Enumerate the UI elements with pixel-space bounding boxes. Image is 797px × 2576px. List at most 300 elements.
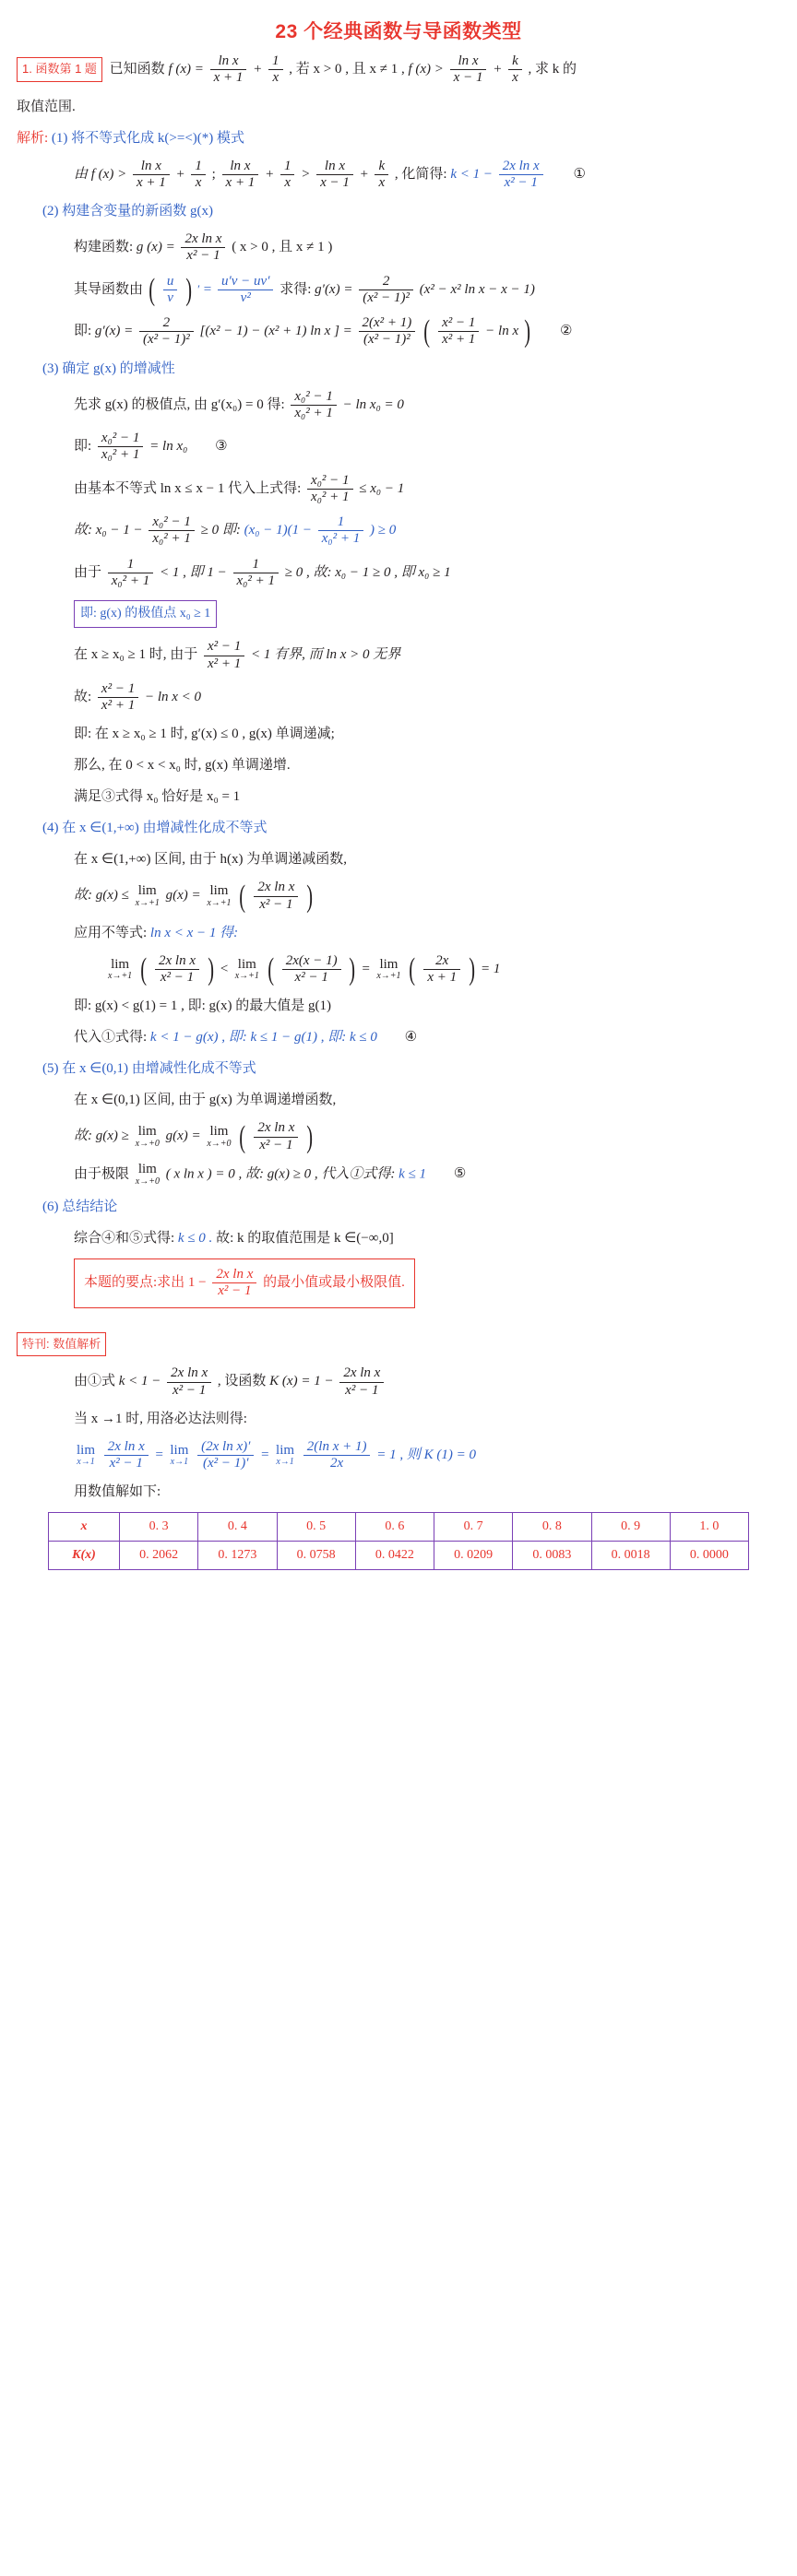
step-1-title: 将不等式化成 k(>=<)(*) 模式: [71, 130, 245, 146]
paren-right-2: ): [524, 314, 530, 349]
frac-appendix-2: [339, 1365, 384, 1399]
frac-denominator: x² + 1: [101, 698, 136, 714]
step-3-line-1: [74, 389, 780, 422]
cell-x-3: 0. 6: [355, 1513, 434, 1542]
frac-1-over-x: [191, 159, 206, 192]
step-5-id: (5): [42, 1061, 59, 1077]
frac-quotient-rule: [218, 274, 274, 307]
derivative-rule-lead: 其导函数由: [74, 281, 144, 297]
frac-denominator: v²: [240, 290, 251, 305]
plus-sign: +: [253, 62, 263, 77]
frac-g: [181, 231, 225, 265]
cell-x-5: 0. 8: [513, 1513, 591, 1542]
frac-numerator: 1: [108, 557, 154, 573]
frac-numerator: 2x ln x: [339, 1365, 384, 1382]
frac-blue: [318, 514, 364, 548]
appendix-mid: , 设函数: [217, 1374, 267, 1389]
limit-subscript: x→1: [170, 1457, 189, 1468]
apply-ineq-blue: ln x < x − 1 得:: [149, 925, 239, 940]
g-prime-label: g′(x) =: [94, 324, 134, 339]
limit-subscript: x→+0: [135, 1138, 160, 1149]
paren-right-3: ): [306, 879, 314, 914]
extremum-box: 即: g(x) 的极值点 x₀ ≥ 1: [74, 600, 217, 628]
frac-denominator: x² + 1: [207, 656, 242, 671]
cell-x-1: 0. 4: [198, 1513, 277, 1542]
build-function-lead: 构建函数:: [74, 240, 134, 255]
frac-denominator: x₀² + 1: [152, 531, 191, 547]
frac-denominator: x₀² + 1: [294, 405, 333, 420]
appendix-tag: 特刊: 数值解析: [17, 1332, 106, 1357]
appendix-line-3: [74, 1439, 780, 1472]
paren-right-7: ): [306, 1119, 314, 1154]
equation-number-3: ③: [215, 439, 228, 455]
limit-zero-mid: ( x ln x ) = 0 , 故: g(x) ≥ 0 , 代入①式得:: [165, 1166, 396, 1182]
limit-operator-8: [136, 1163, 160, 1187]
frac-numerator: k: [375, 159, 388, 175]
frac-denominator: x² − 1: [160, 970, 195, 986]
step-3-title: 确定 g(x) 的增减性: [62, 360, 175, 376]
problem-statement: [17, 53, 780, 87]
frac-denominator: (x² − 1)²: [363, 290, 410, 305]
appendix-heading: [17, 1332, 780, 1357]
equation-number-2: ②: [559, 324, 573, 339]
frac-limit-1: [254, 880, 298, 913]
step-3-after-5: 满足③式得 x₀ 恰好是 x₀ = 1: [74, 789, 241, 805]
step-4-line-2: [74, 880, 780, 913]
key-point-box: [74, 1258, 415, 1308]
limit-subscript: x→+1: [234, 971, 259, 982]
frac-denominator: 2x: [330, 1456, 344, 1471]
frac-numerator: 2: [139, 315, 194, 332]
frac-denominator: x² − 1: [345, 1382, 379, 1398]
limit-zero-lead: 由于极限: [74, 1166, 130, 1182]
step-4-line-3: [74, 922, 780, 944]
frac-numerator: x² − 1: [204, 639, 244, 656]
frac-numerator: 2(ln x + 1): [303, 1439, 371, 1456]
step-6-line-1: [74, 1227, 780, 1249]
cell-k-3: 0. 0422: [355, 1542, 434, 1570]
frac-denominator: x² − 1: [504, 174, 538, 190]
frac-numerator: x² − 1: [438, 315, 479, 332]
problem-inequality: f (x) >: [408, 62, 444, 77]
apply-ineq-lead: 应用不等式:: [74, 925, 148, 940]
frac-appendix-3: [104, 1439, 149, 1472]
result-lead: k < 1 −: [450, 166, 493, 182]
frac-denominator: x₀² + 1: [311, 489, 350, 504]
paren-left: (: [149, 272, 155, 307]
frac-key-point: [212, 1267, 256, 1300]
table-row-x: [49, 1513, 749, 1542]
frac-denominator: x: [378, 174, 386, 190]
paren-left-6: (: [409, 952, 416, 987]
therefore-lead: 故: x₀ − 1 −: [74, 523, 143, 538]
step-5-title: 在 x ∈(0,1) 由增减性化成不等式: [62, 1061, 256, 1077]
step-1-id: (1): [51, 130, 68, 146]
frac-numerator: ln x: [133, 159, 170, 175]
problem-tail: , 求 k 的: [528, 62, 577, 77]
limit-operator-3: [108, 958, 132, 982]
frac-numerator: 2x ln x: [212, 1267, 256, 1283]
step-3-boxed: [74, 598, 780, 630]
frac-one-over: [108, 557, 154, 590]
paren-left-4: (: [140, 952, 147, 987]
limit-subscript: x→+1: [376, 971, 401, 982]
frac-numerator: 2x(x − 1): [282, 953, 341, 970]
derivation-sep: ;: [211, 166, 216, 182]
cell-x-7: 1. 0: [670, 1513, 748, 1542]
substitute-blue: k < 1 − g(x) , 即: k ≤ 1 − g(1) , 即: k ≤ 0: [149, 1030, 377, 1046]
frac-numerator: ln x: [222, 159, 259, 175]
blue-factor-tail: ) ≥ 0: [369, 523, 397, 538]
problem-frac-2: [268, 53, 283, 87]
limit-subscript: x→1: [77, 1457, 95, 1468]
paren-left-7: (: [239, 1119, 246, 1154]
frac-denominator: x: [272, 70, 280, 86]
frac-numerator: ln x: [316, 159, 353, 175]
step-3-line-3: [74, 473, 780, 506]
equals-sign-2: =: [361, 962, 371, 977]
frac-denominator: x² − 1: [172, 1382, 207, 1398]
limit-operator-6: [136, 1125, 160, 1149]
frac-denominator: x − 1: [453, 70, 483, 86]
problem-frac-3: [450, 53, 487, 87]
substitute-lead: 代入①式得:: [74, 1030, 148, 1046]
step-5-heading: [42, 1058, 780, 1080]
cell-x-0: 0. 3: [120, 1513, 198, 1542]
key-point-tail: 的最小值或最小极限值.: [263, 1275, 405, 1291]
appendix-k-ineq: k < 1 −: [118, 1374, 161, 1389]
limit-symbol: lim: [77, 1442, 96, 1458]
frac-lnx-over-xplus1: [133, 159, 170, 192]
step-3-after-4: 那么, 在 0 < x < x₀ 时, g(x) 单调递增.: [74, 758, 291, 774]
numeric-table: [48, 1512, 749, 1570]
frac-u-over-v: [163, 274, 178, 307]
limit-zero-blue: k ≤ 1: [398, 1166, 427, 1182]
inner-tail: − ln x: [485, 324, 519, 339]
step-2-title: 构建含变量的新函数 g(x): [62, 204, 213, 219]
frac-denominator: x² − 1: [259, 1137, 293, 1152]
step-4-title: 在 x ∈(1,+∞) 由增减性化成不等式: [62, 821, 268, 836]
row-label-kx: K(x): [49, 1542, 120, 1570]
paren-right: ): [185, 272, 193, 307]
plus-sign-b: +: [265, 166, 275, 182]
key-point-lead: 本题的要点:求出 1 −: [84, 1275, 207, 1291]
row-label-x: x: [49, 1513, 120, 1542]
limit-mid: g(x) =: [165, 888, 201, 904]
step-3-id: (3): [42, 360, 59, 376]
appendix-line-1: [74, 1365, 780, 1399]
frac-denominator: x + 1: [213, 70, 244, 86]
g-condition: ( x > 0 , 且 x ≠ 1 ): [232, 240, 333, 255]
frac-denominator: (x² − 1)²: [363, 332, 410, 348]
frac-numerator: 1: [318, 514, 364, 531]
appendix-lead: 由①式: [74, 1374, 116, 1389]
frac-denominator: v: [167, 290, 173, 305]
problem-line-2: 取值范围.: [17, 99, 76, 114]
plus-sign: +: [175, 166, 185, 182]
step-3-heading: [42, 358, 780, 380]
equals-sign-3: =: [154, 1448, 164, 1463]
frac-denominator: x² − 1: [259, 896, 293, 912]
limit-operator-1: [136, 884, 160, 908]
limit-symbol: lim: [276, 1442, 295, 1458]
cell-k-4: 0. 0209: [434, 1542, 513, 1570]
after-lead-2: 故:: [74, 690, 92, 705]
derivation-tail: , 化简得:: [394, 166, 447, 182]
derivation-lead: 由 f (x) >: [74, 166, 127, 182]
key-point-box-wrap: [74, 1258, 780, 1308]
equals-sign-4: =: [260, 1448, 270, 1463]
limit-symbol: lim: [137, 883, 157, 899]
frac-lnx-over-xminus1: [316, 159, 353, 192]
frac-inner: [438, 315, 479, 349]
limit-operator-11: [276, 1444, 294, 1468]
frac-numerator: u: [163, 274, 178, 290]
conclusion-tail: 故: k 的取值范围是 k ∈(−∞,0]: [216, 1231, 394, 1247]
eq3-tail: = ln x₀: [149, 439, 188, 455]
g-prime-def: g′(x) =: [315, 281, 353, 297]
frac-denominator: x + 1: [225, 174, 256, 190]
cell-x-4: 0. 7: [434, 1513, 513, 1542]
frac-x0: [291, 389, 337, 422]
limit-operator-9: [77, 1444, 95, 1468]
limit-symbol: lim: [170, 1442, 189, 1458]
step-2-line-3: [74, 315, 780, 349]
frac-numerator: 2x: [423, 953, 460, 970]
appendix-line-2: 当 x →1 时, 用洛必达法则得:: [74, 1411, 247, 1426]
therefore-mid: ≥ 0 即:: [200, 523, 241, 538]
frac-denominator: x² + 1: [442, 332, 476, 348]
limit-lead-2: 故: g(x) ≥: [74, 1128, 129, 1144]
limit-operator-10: [170, 1444, 188, 1468]
limit-operator-5: [376, 958, 400, 982]
frac-after-2: [98, 681, 138, 715]
frac-denominator: x + 1: [427, 970, 458, 986]
frac-numerator: 2x ln x: [254, 1120, 298, 1137]
frac-x0-3: [307, 473, 353, 506]
limit-subscript: x→+0: [207, 1138, 232, 1149]
appendix-limit-result: = 1 , 则 K (1) = 0: [376, 1448, 476, 1463]
appendix-K-def: K (x) = 1 −: [269, 1374, 334, 1389]
frac-after-1: [204, 639, 244, 672]
step-2-id: (2): [42, 204, 59, 219]
frac-limit-5: [254, 1120, 298, 1153]
page-title: 23 个经典函数与导函数类型: [275, 21, 522, 42]
since-tail: ≥ 0 , 故: x₀ − 1 ≥ 0 , 即 x₀ ≥ 1: [284, 564, 451, 580]
cell-x-6: 0. 9: [591, 1513, 670, 1542]
step-5-line-1: 在 x ∈(0,1) 区间, 由于 g(x) 为单调递增函数,: [74, 1093, 337, 1108]
step-2-line3-lead: 即:: [74, 324, 92, 339]
frac-numerator: (2x ln x)′: [197, 1439, 254, 1456]
step-1-heading: [17, 127, 780, 149]
since-mid: < 1 , 即 1 −: [160, 564, 227, 580]
cell-k-6: 0. 0018: [591, 1542, 670, 1570]
cell-k-2: 0. 0758: [277, 1542, 355, 1570]
problem-frac-1: [210, 53, 247, 87]
frac-denominator: x − 1: [320, 174, 350, 190]
limit-operator-7: [207, 1125, 231, 1149]
after-tail-2: − ln x < 0: [144, 690, 202, 705]
frac-numerator: x₀² − 1: [98, 431, 144, 447]
extremum-lead: 先求 g(x) 的极值点, 由 g′(x₀) = 0 得:: [74, 396, 285, 412]
problem-f-def: f (x) =: [168, 62, 204, 77]
frac-limit-3: [282, 953, 341, 987]
limit-symbol: lim: [111, 956, 130, 972]
limit-symbol: lim: [209, 883, 229, 899]
step-3-after-3: 即: 在 x ≥ x₀ ≥ 1 时, g′(x) ≤ 0 , g(x) 单调递减;: [74, 727, 335, 742]
step-6-title: 总结结论: [62, 1199, 118, 1215]
frac-numerator: 1: [280, 159, 295, 175]
paren-left-5: (: [267, 952, 274, 987]
limit-subscript: x→+1: [207, 897, 232, 908]
frac-numerator: x₀² − 1: [307, 473, 353, 490]
limit-lead: 故: g(x) ≤: [74, 888, 129, 904]
frac-numerator: 2x ln x: [167, 1365, 211, 1382]
frac-denominator: x: [195, 174, 202, 190]
frac-numerator: 2(x² + 1): [359, 315, 416, 332]
cell-k-0: 0. 2062: [120, 1542, 198, 1570]
frac-denominator: x² − 1: [186, 248, 220, 264]
frac-numerator: 2: [359, 274, 413, 290]
frac-numerator: 2x ln x: [254, 880, 298, 896]
step-2-line-2: [74, 274, 780, 307]
relation-gt-2: >: [301, 166, 311, 182]
after-lead-1: 在 x ≥ x₀ ≥ 1 时, 由于: [74, 647, 198, 663]
frac-limit-4: [423, 953, 460, 987]
step-6-heading: [42, 1196, 780, 1218]
frac-x0-4: [149, 514, 195, 548]
frac-numerator: 1: [191, 159, 206, 175]
step-4-line-1: 在 x ∈(1,+∞) 区间, 由于 h(x) 为单调递减函数,: [74, 852, 347, 868]
step-4-line-4: [105, 953, 780, 987]
step-4-line-5: 即: g(x) < g(1) = 1 , 即: g(x) 的最大值是 g(1): [74, 998, 331, 1014]
frac-lnx-over-xplus1-b: [222, 159, 259, 192]
paren-right-4: ): [208, 952, 214, 987]
step-1-derivation: [74, 159, 780, 192]
extremum-tail: − ln x₀ = 0: [342, 396, 404, 412]
frac-numerator: x₀² − 1: [149, 514, 195, 531]
step-2-heading: [42, 200, 780, 222]
step-5-line-3: [74, 1163, 780, 1187]
frac-appendix-1: [167, 1365, 211, 1399]
limit-operator-4: [235, 958, 259, 982]
appendix-line-4: 用数值解如下:: [74, 1484, 161, 1500]
cell-k-7: 0. 0000: [670, 1542, 748, 1570]
cell-k-1: 0. 1273: [198, 1542, 277, 1570]
limit-symbol: lim: [209, 1124, 229, 1140]
step-6-id: (6): [42, 1199, 59, 1215]
limit-mid-2: g(x) =: [165, 1128, 201, 1144]
step-3-line-5: [74, 557, 780, 590]
step-3-line-2: [74, 431, 780, 464]
limit-subscript: x→+1: [108, 971, 133, 982]
step-4-id: (4): [42, 821, 59, 836]
frac-denominator: x: [512, 70, 518, 86]
frac-gprime-3: [359, 315, 416, 349]
prime-mark: ′: [197, 281, 201, 296]
limit-symbol: lim: [379, 956, 398, 972]
frac-numerator: u′v − uv′: [218, 274, 274, 290]
paren-left-3: (: [239, 879, 246, 914]
paren-left-2: (: [423, 314, 431, 349]
limit-subscript: x→+0: [135, 1176, 160, 1187]
plus-sign-2: +: [493, 62, 503, 77]
frac-denominator: x: [284, 174, 291, 190]
basic-ineq-tail: ≤ x₀ − 1: [359, 480, 405, 496]
conclusion-blue: k ≤ 0 .: [177, 1231, 213, 1247]
frac-gprime-2: [139, 315, 194, 349]
frac-k-over-x: [375, 159, 388, 192]
frac-1-over-x-b: [280, 159, 295, 192]
frac-one-over-2: [233, 557, 280, 590]
frac-numerator: ln x: [450, 53, 487, 70]
frac-denominator: x₀² + 1: [236, 573, 276, 588]
equation-number-4: ④: [404, 1030, 418, 1046]
frac-denominator: x + 1: [136, 174, 166, 190]
frac-result-1: [499, 159, 543, 192]
frac-denominator: x² − 1: [109, 1456, 143, 1471]
frac-numerator: x² − 1: [98, 681, 138, 698]
frac-numerator: 2x ln x: [104, 1439, 149, 1456]
frac-numerator: ln x: [210, 53, 247, 70]
equation-number-1: ①: [573, 166, 586, 182]
limit-symbol: lim: [137, 1124, 157, 1140]
frac-denominator: x₀² + 1: [101, 447, 140, 463]
table-row-kx: [49, 1542, 749, 1570]
cell-k-5: 0. 0083: [513, 1542, 591, 1570]
step-3-after-2: [74, 681, 780, 715]
frac-x0-2: [98, 431, 144, 464]
limit-symbol: lim: [137, 1161, 157, 1176]
derivative-rule-mid: 求得:: [280, 281, 312, 297]
eq3-lead: 即:: [74, 439, 92, 455]
frac-gprime: [359, 274, 413, 307]
solution-label: 解析:: [17, 130, 49, 146]
frac-numerator: 1: [268, 53, 283, 70]
limit-subscript: x→1: [276, 1457, 294, 1468]
paren-right-5: ): [349, 952, 356, 987]
basic-ineq-lead: 由基本不等式 ln x ≤ x − 1 代入上式得:: [74, 480, 302, 496]
limit-subscript: x→+1: [135, 897, 160, 908]
frac-appendix-4: [197, 1439, 254, 1472]
after-tail-1: < 1 有界, 而 ln x > 0 无界: [250, 647, 401, 663]
step-3-line-4: [74, 514, 780, 548]
limit-operator-2: [207, 884, 231, 908]
frac-numerator: x₀² − 1: [291, 389, 337, 406]
cell-x-2: 0. 5: [277, 1513, 355, 1542]
frac-denominator: (x² − 1)′: [202, 1456, 249, 1471]
problem-text-lead: 已知函数: [109, 62, 165, 77]
paren-right-6: ): [469, 952, 475, 987]
conclusion-lead: 综合④和⑤式得:: [74, 1231, 175, 1247]
equals-sign: =: [203, 281, 212, 297]
step-4-line-6: [74, 1026, 780, 1048]
bracket-expression: [(x² − 1) − (x² + 1) ln x ] =: [199, 324, 352, 339]
problem-tag: 1. 函数第 1 题: [17, 57, 102, 82]
frac-denominator: x₀² + 1: [111, 573, 150, 588]
problem-condition: , 若 x > 0 , 且 x ≠ 1 ,: [289, 62, 405, 77]
limit-symbol: lim: [237, 956, 256, 972]
frac-numerator: 2x ln x: [499, 159, 543, 175]
less-than-sign: <: [219, 962, 229, 977]
frac-numerator: 2x ln x: [181, 231, 225, 248]
limit-result: = 1: [480, 962, 501, 977]
frac-numerator: 1: [233, 557, 280, 573]
plus-sign-c: +: [359, 166, 369, 182]
since-lead: 由于: [74, 564, 102, 580]
frac-denominator: (x² − 1)²: [142, 332, 190, 348]
problem-frac-4: [508, 53, 522, 87]
